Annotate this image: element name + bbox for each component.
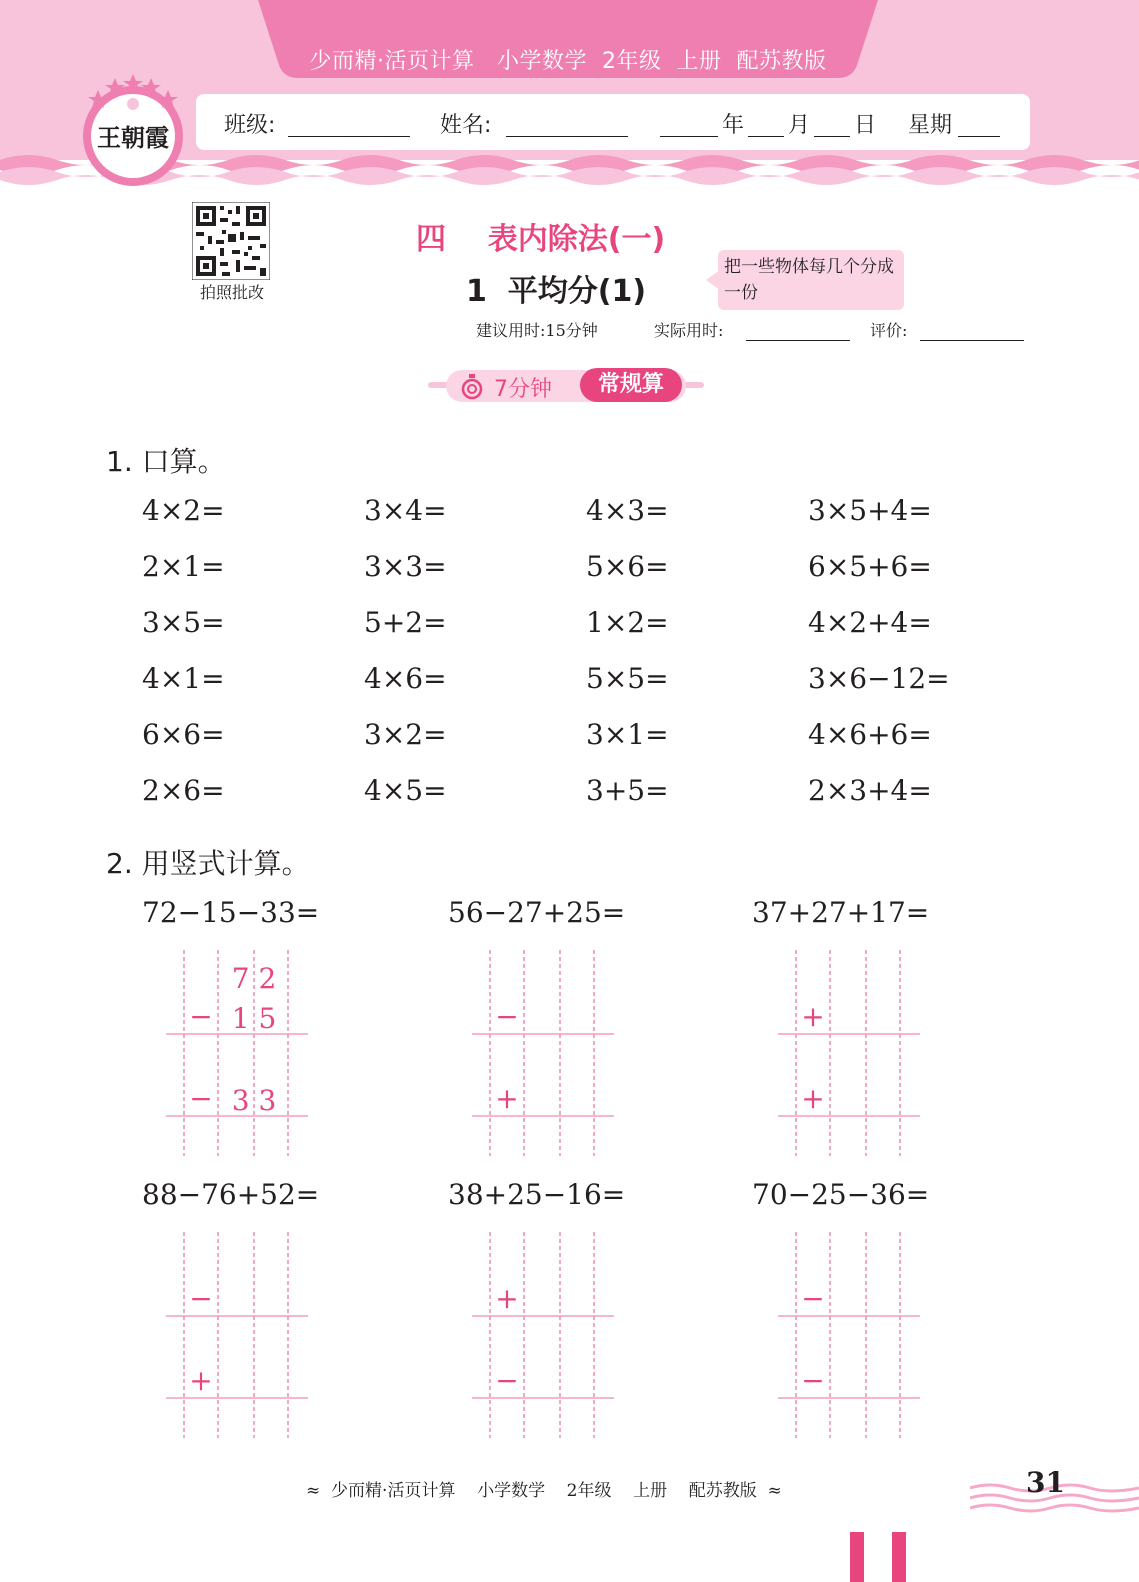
day-field[interactable] <box>814 136 850 137</box>
month-field[interactable] <box>748 136 784 137</box>
year-label: 年 <box>722 113 745 138</box>
note-text: 把一些物体每几个分成一份 <box>724 257 894 303</box>
q1-expression: 2×1= <box>142 550 225 583</box>
q1-expression: 5×5= <box>586 662 669 695</box>
example-digits: 3 3 <box>231 1084 277 1117</box>
vertical-calc-frame[interactable] <box>778 1232 928 1442</box>
q1-expression: 4×6= <box>364 662 447 695</box>
name-field[interactable] <box>506 136 628 137</box>
vertical-calc-frame[interactable] <box>472 950 622 1160</box>
operator-sign: − <box>801 1282 825 1315</box>
rating-label: 评价: <box>870 321 908 340</box>
q2-expression: 70−25−36= <box>752 1178 930 1211</box>
example-digits: 7 2 <box>231 962 277 995</box>
operator-sign: + <box>495 1282 519 1315</box>
brand-logo <box>78 70 188 190</box>
q1-expression: 2×6= <box>142 774 225 807</box>
q1-expression: 4×3= <box>586 494 669 527</box>
q1-expression: 5×6= <box>586 550 669 583</box>
q1-expression: 3×1= <box>586 718 669 751</box>
operator-sign: + <box>189 1364 213 1397</box>
header-title: 少而精·活页计算 小学数学 2年级 上册 配苏教版 <box>309 49 827 74</box>
q1-expression: 2×3+4= <box>808 774 932 807</box>
operator-sign: + <box>801 1000 825 1033</box>
operator-sign: − <box>495 1000 519 1033</box>
suggested-time: 建议用时:15分钟 <box>476 321 598 340</box>
class-label: 班级: <box>224 113 276 138</box>
actual-time-field[interactable] <box>746 340 850 341</box>
q2-title: 2. 用竖式计算。 <box>106 847 310 880</box>
q1-expression: 3+5= <box>586 774 669 807</box>
q1-expression: 3×5+4= <box>808 494 932 527</box>
q1-expression: 1×2= <box>586 606 669 639</box>
operator-sign: + <box>801 1082 825 1115</box>
logo-text: 王朝霞 <box>97 123 169 152</box>
q1-expression: 4×2+4= <box>808 606 932 639</box>
q1-expression: 4×6+6= <box>808 718 932 751</box>
q1-expression: 5+2= <box>364 606 447 639</box>
q2-expression: 38+25−16= <box>448 1178 626 1211</box>
qr-label: 拍照批改 <box>199 283 264 302</box>
example-digits: 1 5 <box>231 1002 277 1035</box>
section-time: 7分钟 <box>494 377 552 402</box>
vertical-calc-frame[interactable] <box>166 1232 316 1442</box>
q2-expression: 88−76+52= <box>142 1178 320 1211</box>
q1-expression: 3×3= <box>364 550 447 583</box>
class-field[interactable] <box>288 136 410 137</box>
weekday-field[interactable] <box>958 136 1000 137</box>
bottom-tab-marks <box>850 1532 910 1582</box>
actual-time-label: 实际用时: <box>654 321 724 340</box>
q1-expression: 4×5= <box>364 774 447 807</box>
year-field[interactable] <box>660 136 718 137</box>
q2-expression: 56−27+25= <box>448 896 626 929</box>
q2-expression: 37+27+17= <box>752 896 930 929</box>
operator-sign: − <box>495 1364 519 1397</box>
q2-expression: 72−15−33= <box>142 896 320 929</box>
operator-sign: − <box>189 1082 213 1115</box>
name-label: 姓名: <box>440 113 492 138</box>
section-type-badge: 常规算 <box>580 368 682 402</box>
unit-title: 四 表内除法(一) <box>416 222 666 257</box>
rating-field[interactable] <box>920 340 1024 341</box>
stopwatch-icon <box>460 374 484 400</box>
q1-expression: 3×6−12= <box>808 662 950 695</box>
q1-title: 1. 口算。 <box>106 445 226 478</box>
q1-expression: 4×1= <box>142 662 225 695</box>
student-info-box <box>196 94 1030 150</box>
q1-expression: 3×2= <box>364 718 447 751</box>
weekday-label: 星期 <box>908 113 953 138</box>
vertical-calc-frame[interactable] <box>472 1232 622 1442</box>
lesson-title: 1 平均分(1) <box>466 274 647 309</box>
operator-sign: + <box>495 1082 519 1115</box>
q1-expression: 6×5+6= <box>808 550 932 583</box>
q1-expression: 4×2= <box>142 494 225 527</box>
vertical-calc-frame[interactable] <box>778 950 928 1160</box>
operator-sign: − <box>189 1000 213 1033</box>
operator-sign: − <box>801 1364 825 1397</box>
month-label: 月 <box>788 113 811 138</box>
page-number: 31 <box>1026 1466 1065 1499</box>
day-label: 日 <box>854 113 877 138</box>
q1-expression: 6×6= <box>142 718 225 751</box>
q1-expression: 3×4= <box>364 494 447 527</box>
vertical-calc-frame[interactable] <box>166 950 316 1160</box>
qr-code[interactable] <box>192 202 270 280</box>
q1-expression: 3×5= <box>142 606 225 639</box>
operator-sign: − <box>189 1282 213 1315</box>
footer-text: ≈ 少而精·活页计算 小学数学 2年级 上册 配苏教版 ≈ <box>306 1481 782 1501</box>
